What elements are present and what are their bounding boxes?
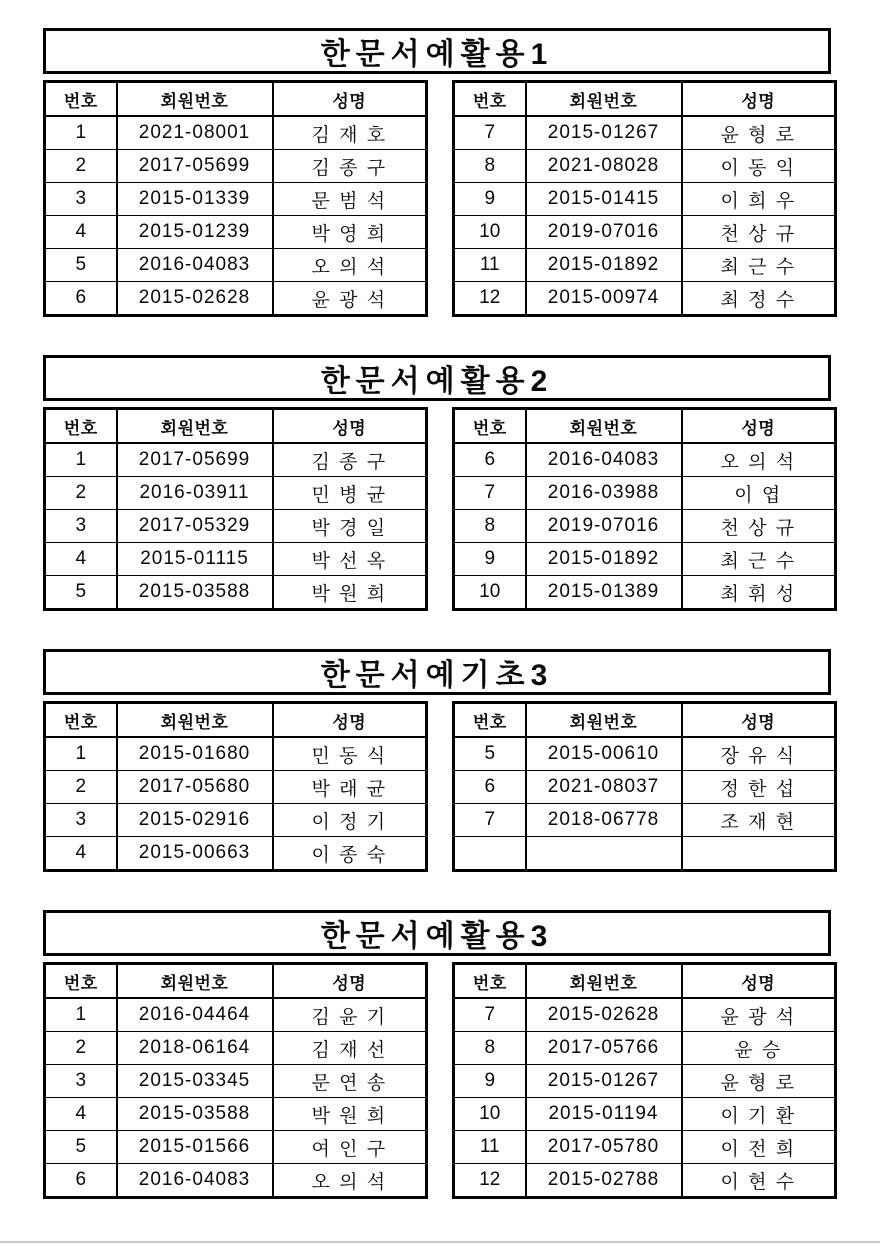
table-row — [454, 1098, 836, 1131]
cell-member-id: 2016-04083 — [117, 1164, 273, 1198]
cell-name: 이 기 환 — [682, 1098, 836, 1131]
cell-name: 김 종 구 — [273, 150, 427, 183]
roster-table-right — [452, 407, 837, 611]
cell-no: 6 — [454, 771, 526, 804]
table-row — [45, 1032, 427, 1065]
cell-member-id: 2019-07016 — [526, 216, 682, 249]
cell-no: 4 — [45, 543, 117, 576]
cell-name: 박 원 희 — [273, 1098, 427, 1131]
cell-name: 김 윤 기 — [273, 998, 427, 1032]
cell-no: 1 — [45, 998, 117, 1032]
table-row — [45, 150, 427, 183]
cell-no: 4 — [45, 216, 117, 249]
column-header-member-id: 회원번호 — [526, 964, 682, 999]
header-row — [454, 82, 836, 117]
cell-name: 윤 승 — [682, 1032, 836, 1065]
roster-document — [43, 28, 831, 1237]
header-row — [45, 409, 427, 444]
cell-member-id: 2017-05780 — [526, 1131, 682, 1164]
table-row — [454, 998, 836, 1032]
cell-member-id: 2018-06164 — [117, 1032, 273, 1065]
cell-no: 3 — [45, 510, 117, 543]
cell-name: 여 인 구 — [273, 1131, 427, 1164]
column-header-no: 번호 — [45, 703, 117, 738]
cell-name: 문 범 석 — [273, 183, 427, 216]
roster-table-right — [452, 80, 837, 317]
table-row — [454, 1131, 836, 1164]
cell-no: 7 — [454, 477, 526, 510]
cell-name: 김 재 선 — [273, 1032, 427, 1065]
table-row — [454, 477, 836, 510]
table-row — [45, 1065, 427, 1098]
column-header-no: 번호 — [454, 82, 526, 117]
column-header-member-id: 회원번호 — [117, 82, 273, 117]
header-row — [45, 82, 427, 117]
cell-member-id: 2021-08037 — [526, 771, 682, 804]
cell-no: 6 — [454, 443, 526, 477]
cell-name: 이 현 수 — [682, 1164, 836, 1198]
cell-no: 8 — [454, 510, 526, 543]
table-row — [45, 249, 427, 282]
cell-member-id: 2015-03345 — [117, 1065, 273, 1098]
cell-no: 10 — [454, 576, 526, 610]
column-header-name: 성명 — [682, 82, 836, 117]
column-header-no: 번호 — [454, 703, 526, 738]
cell-no: 4 — [45, 1098, 117, 1131]
cell-member-id: 2015-01892 — [526, 249, 682, 282]
table-row — [45, 282, 427, 316]
cell-no: 7 — [454, 116, 526, 150]
cell-member-id: 2021-08028 — [526, 150, 682, 183]
roster-table-left — [43, 701, 428, 872]
header-row — [45, 964, 427, 999]
tables-row — [43, 80, 831, 317]
class-section — [43, 649, 831, 872]
column-header-member-id: 회원번호 — [117, 964, 273, 999]
column-header-name: 성명 — [682, 409, 836, 444]
cell-no: 5 — [45, 1131, 117, 1164]
cell-member-id: 2018-06778 — [526, 804, 682, 837]
cell-member-id: 2015-01892 — [526, 543, 682, 576]
tables-row — [43, 962, 831, 1199]
table-row — [454, 1065, 836, 1098]
cell-no: 6 — [45, 282, 117, 316]
roster-table-left — [43, 407, 428, 611]
cell-no: 9 — [454, 543, 526, 576]
cell-no: 1 — [45, 443, 117, 477]
cell-name: 윤 형 로 — [682, 116, 836, 150]
column-header-member-id: 회원번호 — [117, 703, 273, 738]
table-row — [45, 443, 427, 477]
tables-row — [43, 407, 831, 611]
cell-name: 천 상 규 — [682, 216, 836, 249]
cell-member-id: 2017-05699 — [117, 443, 273, 477]
column-header-no: 번호 — [45, 82, 117, 117]
cell-member-id: 2015-01680 — [117, 737, 273, 771]
cell-no: 7 — [454, 804, 526, 837]
cell-no: 6 — [45, 1164, 117, 1198]
column-header-name: 성명 — [273, 82, 427, 117]
cell-member-id: 2015-00974 — [526, 282, 682, 316]
roster-table-left — [43, 962, 428, 1199]
table-row — [454, 282, 836, 316]
header-row — [454, 964, 836, 999]
column-header-no: 번호 — [454, 409, 526, 444]
section-title: 한문서예활용1 — [43, 28, 831, 74]
cell-name: 최 근 수 — [682, 543, 836, 576]
cell-name: 문 연 송 — [273, 1065, 427, 1098]
cell-no: 11 — [454, 1131, 526, 1164]
cell-no: 11 — [454, 249, 526, 282]
table-row — [45, 216, 427, 249]
cell-name: 최 정 수 — [682, 282, 836, 316]
table-row — [45, 116, 427, 150]
cell-name: 민 동 식 — [273, 737, 427, 771]
cell-no: 7 — [454, 998, 526, 1032]
cell-member-id: 2015-01115 — [117, 543, 273, 576]
cell-member-id: 2015-01339 — [117, 183, 273, 216]
cell-member-id: 2015-01566 — [117, 1131, 273, 1164]
table-row — [454, 543, 836, 576]
cell-name: 이 전 희 — [682, 1131, 836, 1164]
cell-member-id: 2015-01267 — [526, 116, 682, 150]
cell-no: 3 — [45, 1065, 117, 1098]
table-row — [45, 543, 427, 576]
cell-name: 조 재 현 — [682, 804, 836, 837]
cell-no: 2 — [45, 771, 117, 804]
cell-member-id: 2015-02916 — [117, 804, 273, 837]
cell-no: 1 — [45, 116, 117, 150]
cell-name: 박 선 옥 — [273, 543, 427, 576]
table-row — [45, 771, 427, 804]
column-header-member-id: 회원번호 — [526, 409, 682, 444]
cell-no: 2 — [45, 1032, 117, 1065]
roster-table-right — [452, 962, 837, 1199]
cell-name: 윤 형 로 — [682, 1065, 836, 1098]
cell-no: 1 — [45, 737, 117, 771]
class-section — [43, 355, 831, 611]
table-row — [45, 1131, 427, 1164]
class-section — [43, 910, 831, 1199]
column-header-name: 성명 — [273, 964, 427, 999]
cell-name: 윤 광 석 — [273, 282, 427, 316]
table-row — [454, 510, 836, 543]
column-header-name: 성명 — [682, 703, 836, 738]
cell-member-id: 2015-02628 — [117, 282, 273, 316]
cell-no: 8 — [454, 150, 526, 183]
page-bottom-edge — [0, 1241, 880, 1243]
cell-name: 최 휘 성 — [682, 576, 836, 610]
cell-name: 정 한 섭 — [682, 771, 836, 804]
column-header-no: 번호 — [454, 964, 526, 999]
cell-name: 최 근 수 — [682, 249, 836, 282]
column-header-member-id: 회원번호 — [526, 82, 682, 117]
cell-member-id: 2016-04083 — [526, 443, 682, 477]
cell-member-id: 2015-00610 — [526, 737, 682, 771]
cell-no: 10 — [454, 1098, 526, 1131]
cell-no: 2 — [45, 150, 117, 183]
cell-member-id: 2015-03588 — [117, 576, 273, 610]
cell-member-id: 2017-05680 — [117, 771, 273, 804]
cell-name: 오 의 석 — [273, 1164, 427, 1198]
cell-member-id: 2017-05699 — [117, 150, 273, 183]
cell-member-id: 2019-07016 — [526, 510, 682, 543]
section-title: 한문서예활용3 — [43, 910, 831, 956]
table-row — [45, 837, 427, 871]
cell-no: 5 — [45, 576, 117, 610]
cell-name: 이 종 숙 — [273, 837, 427, 871]
cell-member-id: 2016-03988 — [526, 477, 682, 510]
cell-name: 장 유 식 — [682, 737, 836, 771]
cell-member-id: 2016-04083 — [117, 249, 273, 282]
cell-no: 12 — [454, 282, 526, 316]
table-row — [45, 477, 427, 510]
cell-name: 이 엽 — [682, 477, 836, 510]
table-row — [454, 1164, 836, 1198]
cell-no: 3 — [45, 183, 117, 216]
column-header-no: 번호 — [45, 409, 117, 444]
cell-member-id: 2017-05766 — [526, 1032, 682, 1065]
cell-name: 이 동 익 — [682, 150, 836, 183]
table-row — [454, 150, 836, 183]
cell-no: 2 — [45, 477, 117, 510]
header-row — [45, 703, 427, 738]
cell-name: 박 영 희 — [273, 216, 427, 249]
cell-no: 10 — [454, 216, 526, 249]
cell-member-id: 2015-01267 — [526, 1065, 682, 1098]
cell-no: 8 — [454, 1032, 526, 1065]
class-section — [43, 28, 831, 317]
cell-no: 12 — [454, 1164, 526, 1198]
cell-name: 천 상 규 — [682, 510, 836, 543]
column-header-member-id: 회원번호 — [117, 409, 273, 444]
table-row — [454, 216, 836, 249]
header-row — [454, 703, 836, 738]
cell-name: 오 의 석 — [273, 249, 427, 282]
roster-table-right — [452, 701, 837, 872]
cell-member-id: 2015-01239 — [117, 216, 273, 249]
section-title: 한문서예기초3 — [43, 649, 831, 695]
cell-member-id: 2015-02628 — [526, 998, 682, 1032]
header-row — [454, 409, 836, 444]
table-row — [454, 737, 836, 771]
column-header-name: 성명 — [682, 964, 836, 999]
column-header-name: 성명 — [273, 409, 427, 444]
cell-member-id: 2015-01389 — [526, 576, 682, 610]
column-header-name: 성명 — [273, 703, 427, 738]
section-title: 한문서예활용2 — [43, 355, 831, 401]
column-header-no: 번호 — [45, 964, 117, 999]
table-row — [454, 804, 836, 837]
cell-name: 박 원 희 — [273, 576, 427, 610]
table-row — [454, 837, 836, 871]
table-row — [454, 576, 836, 610]
table-row — [45, 183, 427, 216]
cell-name: 박 래 균 — [273, 771, 427, 804]
cell-no: 9 — [454, 1065, 526, 1098]
table-row — [45, 804, 427, 837]
table-row — [45, 998, 427, 1032]
cell-no — [454, 837, 526, 871]
table-row — [45, 737, 427, 771]
cell-member-id: 2015-02788 — [526, 1164, 682, 1198]
table-row — [454, 771, 836, 804]
cell-no: 4 — [45, 837, 117, 871]
table-row — [454, 183, 836, 216]
table-row — [454, 249, 836, 282]
cell-no: 9 — [454, 183, 526, 216]
cell-member-id: 2021-08001 — [117, 116, 273, 150]
table-row — [45, 510, 427, 543]
cell-member-id: 2015-01415 — [526, 183, 682, 216]
column-header-member-id: 회원번호 — [526, 703, 682, 738]
cell-member-id: 2016-04464 — [117, 998, 273, 1032]
table-row — [45, 1098, 427, 1131]
cell-name: 민 병 균 — [273, 477, 427, 510]
roster-table-left — [43, 80, 428, 317]
cell-name: 김 종 구 — [273, 443, 427, 477]
table-row — [454, 116, 836, 150]
cell-member-id: 2015-00663 — [117, 837, 273, 871]
table-row — [454, 1032, 836, 1065]
cell-no: 5 — [45, 249, 117, 282]
table-row — [454, 443, 836, 477]
cell-name: 윤 광 석 — [682, 998, 836, 1032]
cell-no: 3 — [45, 804, 117, 837]
tables-row — [43, 701, 831, 872]
cell-name — [682, 837, 836, 871]
table-row — [45, 1164, 427, 1198]
cell-name: 이 희 우 — [682, 183, 836, 216]
cell-name: 김 재 호 — [273, 116, 427, 150]
cell-member-id: 2015-01194 — [526, 1098, 682, 1131]
cell-no: 5 — [454, 737, 526, 771]
cell-member-id: 2016-03911 — [117, 477, 273, 510]
cell-member-id: 2017-05329 — [117, 510, 273, 543]
cell-name: 이 정 기 — [273, 804, 427, 837]
cell-member-id: 2015-03588 — [117, 1098, 273, 1131]
cell-name: 오 의 석 — [682, 443, 836, 477]
table-row — [45, 576, 427, 610]
cell-name: 박 경 일 — [273, 510, 427, 543]
cell-member-id — [526, 837, 682, 871]
